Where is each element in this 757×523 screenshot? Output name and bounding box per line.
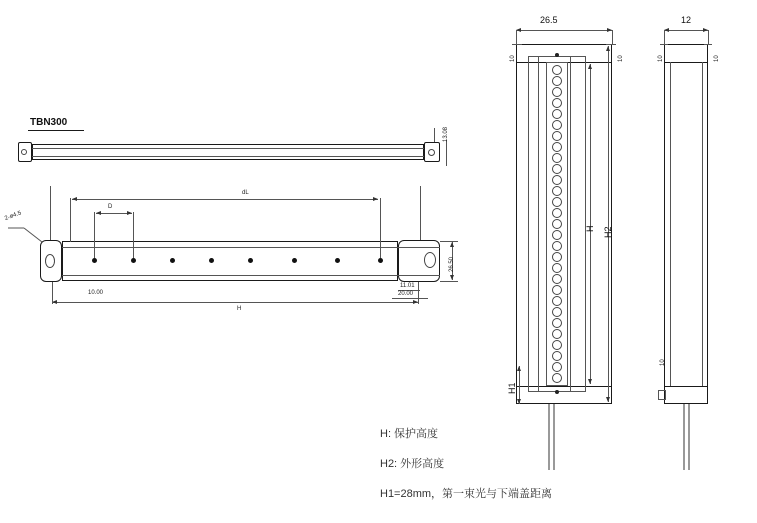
note-line-3: H1=28mm，第一束光与下端盖距离 bbox=[380, 488, 553, 500]
dim-bottom-left-label: 10.00 bbox=[88, 290, 104, 296]
dim-bottom-right-label-2: 20.00 bbox=[398, 291, 414, 297]
dim-dL-label: dL bbox=[242, 190, 249, 196]
edge-corner-left-label: 10 bbox=[658, 55, 664, 62]
edge-corner-right-label: 10 bbox=[714, 55, 720, 62]
dim-width-label: 26.50 bbox=[449, 256, 455, 272]
section-corner-right-label: 10 bbox=[618, 55, 624, 62]
note-line-1: H: 保护高度 bbox=[380, 428, 439, 440]
note-line-2: H2: 外形高度 bbox=[380, 458, 445, 470]
dim-D-label: D bbox=[108, 204, 113, 210]
top-view-thickness-label: 13.08 bbox=[443, 126, 449, 142]
dim-H-label: H bbox=[237, 306, 242, 312]
section-dim-H-label: H bbox=[585, 225, 595, 232]
dim-mount-hole-label: 2-ø4.5 bbox=[3, 210, 23, 222]
dim-bottom-right-label-1: 11.01 bbox=[400, 283, 415, 289]
drawing-title: TBN300 bbox=[30, 117, 68, 128]
section-corner-left-label: 10 bbox=[510, 55, 516, 62]
section-dim-H2-label: H2 bbox=[603, 226, 613, 238]
edge-bottom-left-label: 10 bbox=[660, 359, 666, 366]
section-dim-H1-label: H1 bbox=[507, 382, 517, 394]
edge-dim-width-label: 12 bbox=[681, 15, 692, 25]
section-dim-width-label: 26.5 bbox=[540, 15, 558, 25]
